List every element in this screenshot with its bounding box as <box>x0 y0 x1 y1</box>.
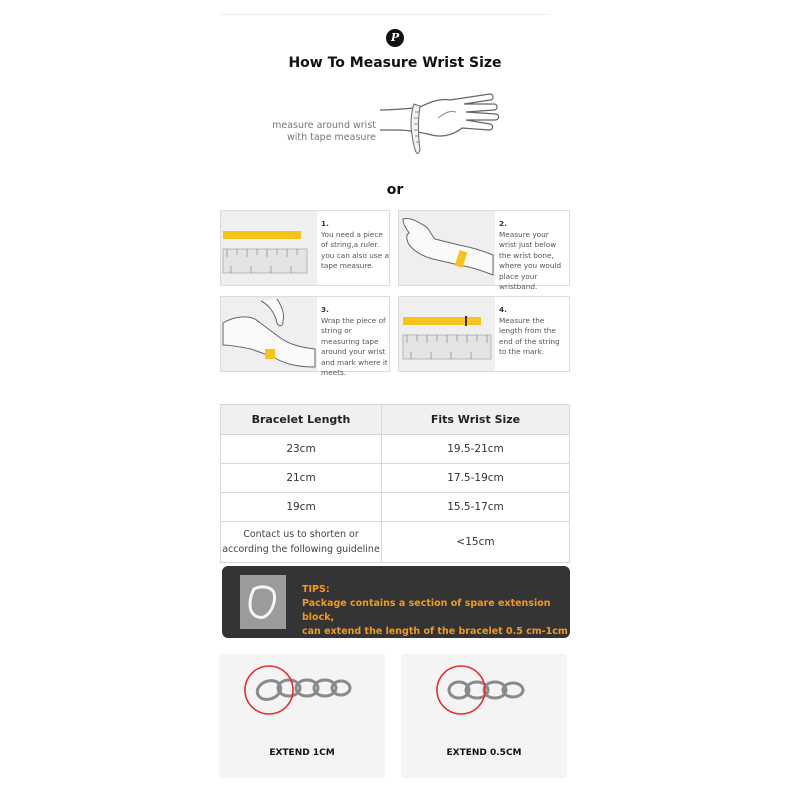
tips-line2: can extend the length of the bracelet 0.5 cm-1cm <box>302 626 568 637</box>
header-fits-wrist-size: Fits Wrist Size <box>382 405 570 435</box>
guideline-value-cell: <15cm <box>382 522 570 563</box>
step-4-card <box>398 296 570 372</box>
tips-banner <box>222 566 570 638</box>
step-3-description: Wrap the piece of string or measuring tape around your wrist and mark where it meets. <box>321 315 388 377</box>
extend-05cm-panel <box>401 654 567 778</box>
extension-block-image <box>240 575 286 629</box>
size-table <box>220 404 570 563</box>
guideline-note-line2: according the following guideline <box>222 544 380 555</box>
chain-extension-image <box>219 654 385 734</box>
extend-1cm-panel <box>219 654 385 778</box>
step-2-card <box>398 210 570 291</box>
measure-string-image <box>399 297 495 371</box>
wrap-string-image <box>221 297 317 371</box>
top-divider <box>220 14 550 15</box>
extend-1cm-label: EXTEND 1CM <box>269 748 335 758</box>
bracelet-length-cell: 19cm <box>221 493 382 522</box>
step-1-card <box>220 210 390 286</box>
step-3-card <box>220 296 390 377</box>
wrist-size-cell: 17.5-19cm <box>382 464 570 493</box>
wrist-hand-icon <box>378 88 508 163</box>
table-row <box>221 464 570 493</box>
step-2-text <box>499 219 567 293</box>
or-divider: or <box>386 182 404 198</box>
bracelet-length-cell: 23cm <box>221 435 382 464</box>
wrist-caption-line1: measure around wrist <box>272 120 376 131</box>
tips-label: TIPS: <box>302 584 330 595</box>
page-title: How To Measure Wrist Size <box>288 55 502 71</box>
wrist-measure-image <box>399 211 495 285</box>
step-1-text <box>321 219 389 272</box>
step-4-description: Measure the length from the end of the string to the mark. <box>499 315 560 356</box>
guideline-note-line1: Contact us to shorten or <box>243 529 359 540</box>
tips-text <box>302 583 570 639</box>
table-header-row <box>221 405 570 435</box>
brand-logo-icon: P <box>386 29 404 47</box>
step-3-number: 3. <box>321 305 329 314</box>
tips-line1: Package contains a section of spare extension block, <box>302 598 551 623</box>
step-1-number: 1. <box>321 219 329 228</box>
wrist-size-cell: 15.5-17cm <box>382 493 570 522</box>
chain-extension-image <box>401 654 567 734</box>
step-1-description: You need a piece of string,a ruler. you can also use a tape measure. <box>321 229 389 270</box>
table-row <box>221 522 570 563</box>
step-2-description: Measure your wrist just below the wrist bone, where you would place your wristband. <box>499 229 562 291</box>
header-bracelet-length: Bracelet Length <box>221 405 382 435</box>
extend-05cm-label: EXTEND 0.5CM <box>446 748 522 758</box>
wrist-size-cell: 19.5-21cm <box>382 435 570 464</box>
wrist-caption <box>240 120 376 144</box>
ruler-string-image <box>221 211 317 285</box>
step-3-text <box>321 305 389 379</box>
step-4-number: 4. <box>499 305 507 314</box>
step-4-text <box>499 305 567 358</box>
table-row <box>221 493 570 522</box>
table-row <box>221 435 570 464</box>
step-2-number: 2. <box>499 219 507 228</box>
guideline-note-cell <box>221 522 382 563</box>
bracelet-length-cell: 21cm <box>221 464 382 493</box>
wrist-caption-line2: with tape measure <box>286 132 376 143</box>
